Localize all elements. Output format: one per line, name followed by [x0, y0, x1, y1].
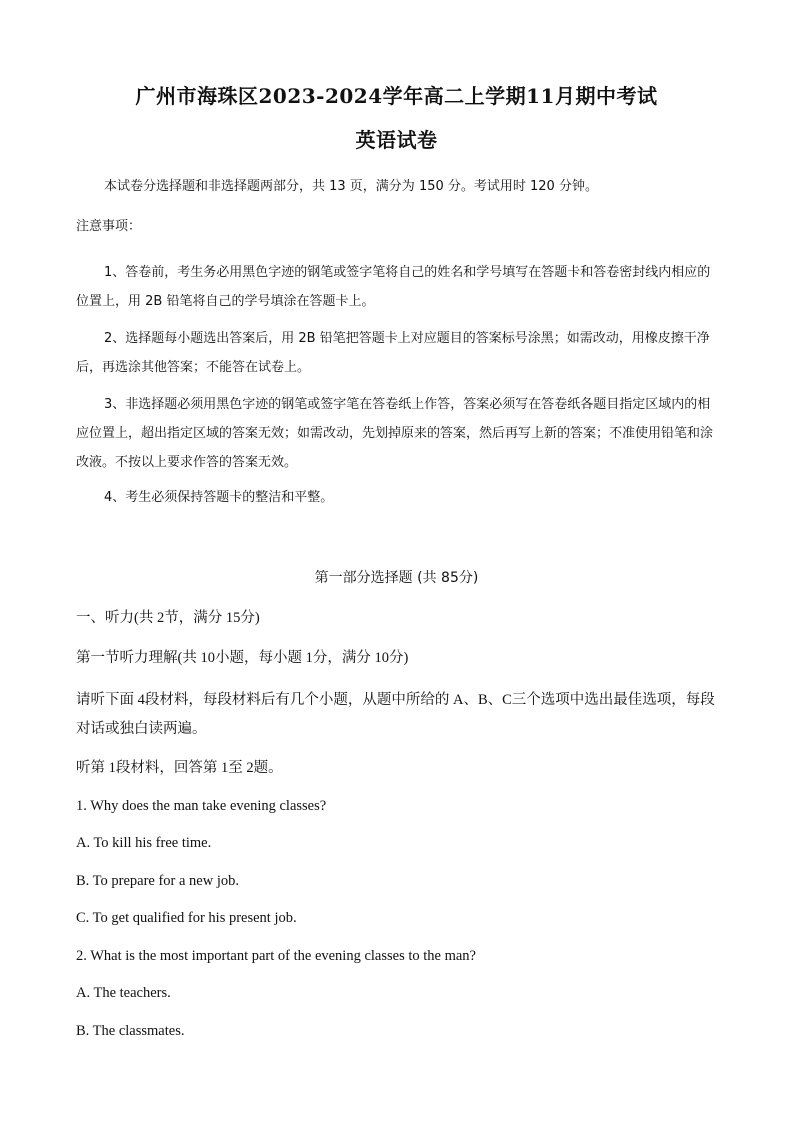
question-2-stem: 2. What is the most important part of the evening classes to the man? — [76, 948, 476, 964]
notice-item-4: 4、考生必须保持答题卡的整洁和平整。 — [104, 490, 334, 505]
material-note: 听第 1段材料，回答第 1至 2题。 — [76, 760, 283, 776]
question-2-option-a: A. The teachers. — [76, 985, 171, 1001]
notice-item-3: 3、非选择题必须用黑色字迹的钢笔或签字笔在答卷纸上作答，答案必须写在答卷纸各题目指定区域内的相应位置上，超出指定区域的答案无效；如需改动，先划掉原来的答案，然后再写上新的答案；不准使用铅笔和涂改液。不按以上要求作答的答案无效。 — [76, 397, 714, 470]
listening-instruction: 请听下面 4段材料，每段材料后有几个小题，从题中所给的 A、B、C三个选项中选出最佳选项，每段对话或独白读两遍。 — [76, 692, 715, 737]
exam-subtitle: 英语试卷 — [355, 128, 438, 152]
section-title: 第一部分选择题 (共 85分) — [314, 570, 479, 586]
exam-intro: 本试卷分选择题和非选择题两部分，共 13 页，满分为 150 分。考试用时 120 分钟。 — [104, 179, 598, 194]
listening-subheading: 第一节听力理解(共 10小题，每小题 1分，满分 10分) — [76, 650, 409, 666]
listening-heading: 一、听力(共 2节，满分 15分) — [76, 610, 260, 626]
question-1-option-c: C. To get qualified for his present job. — [76, 910, 297, 926]
notice-item-1: 1、答卷前，考生务必用黑色字迹的钢笔或签字笔将自己的姓名和学号填写在答题卡和答卷密封线内相应的位置上，用 2B 铅笔将自己的学号填涂在答题卡上。 — [76, 265, 711, 309]
notice-heading: 注意事项： — [76, 219, 142, 234]
question-1-stem: 1. Why does the man take evening classes? — [76, 798, 327, 814]
notice-item-2: 2、选择题每小题选出答案后，用 2B 铅笔把答题卡上对应题目的答案标号涂黑；如需改动，用橡皮擦干净后，再选涂其他答案；不能答在试卷上。 — [76, 331, 710, 375]
exam-title: 广州市海珠区2023-2024学年高二上学期11月期中考试 — [135, 84, 658, 108]
question-2-option-b: B. The classmates. — [76, 1023, 185, 1039]
question-1-option-b: B. To prepare for a new job. — [76, 873, 239, 889]
question-1-option-a: A. To kill his free time. — [76, 835, 212, 851]
